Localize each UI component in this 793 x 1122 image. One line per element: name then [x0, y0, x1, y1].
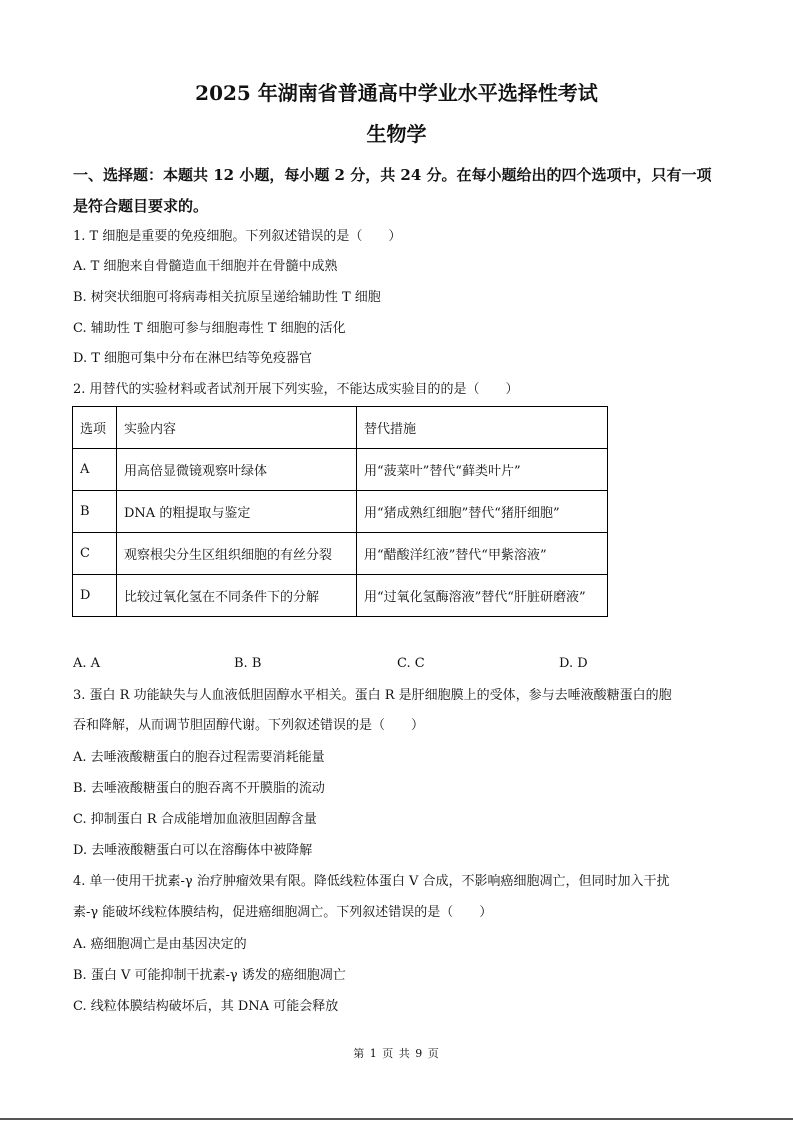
question-1-stem: 1. T 细胞是重要的免疫细胞。下列叙述错误的是（ ）	[73, 229, 402, 244]
question-3-option-d: D. 去唾液酸糖蛋白可以在溶酶体中被降解	[73, 843, 313, 858]
subject-title: 生物学	[366, 122, 427, 146]
question-1-option-a: A. T 细胞来自骨髓造血干细胞并在骨髓中成熟	[73, 259, 338, 274]
exam-title: 2025 年湖南省普通高中学业水平选择性考试	[195, 81, 598, 105]
question-3-stem-line-2: 吞和降解，从而调节胆固醇代谢。下列叙述错误的是（ ）	[73, 718, 425, 733]
question-4-option-c: C. 线粒体膜结构破坏后，其 DNA 可能会释放	[73, 999, 339, 1014]
question-4-stem-line-1: 4. 单一使用干扰素-γ 治疗肿瘤效果有限。降低线粒体蛋白 V 合成，不影响癌细胞凋亡，但同时加入干扰	[73, 874, 670, 889]
question-2-choice-d: D. D	[559, 656, 588, 671]
table-header-cell: 替代措施	[357, 407, 608, 449]
table-cell: 用“过氧化氢酶溶液”替代“肝脏研磨液”	[357, 575, 608, 617]
question-3-option-c: C. 抑制蛋白 R 合成能增加血液胆固醇含量	[73, 812, 317, 827]
table-cell: 观察根尖分生区组织细胞的有丝分裂	[117, 533, 357, 575]
table-cell: C	[73, 533, 117, 575]
question-3-stem-line-1: 3. 蛋白 R 功能缺失与人血液低胆固醇水平相关。蛋白 R 是肝细胞膜上的受体，参与去唾液酸糖蛋白的胞	[73, 688, 672, 703]
table-cell: 比较过氧化氢在不同条件下的分解	[117, 575, 357, 617]
question-4-option-a: A. 癌细胞凋亡是由基因决定的	[73, 937, 247, 952]
table-cell: B	[73, 491, 117, 533]
page-number: 第 1 页 共 9 页	[353, 1047, 440, 1060]
table-cell: 用“菠菜叶”替代“藓类叶片”	[357, 449, 608, 491]
question-1-option-d: D. T 细胞可集中分布在淋巴结等免疫器官	[73, 351, 313, 366]
table-cell: D	[73, 575, 117, 617]
question-3-option-a: A. 去唾液酸糖蛋白的胞吞过程需要消耗能量	[73, 750, 325, 765]
table-header-row	[73, 407, 608, 449]
section-heading: 一、选择题：本题共 12 小题，每小题 2 分，共 24 分。在每小题给出的四个选项中，只有一项是符合题目要求的。	[73, 166, 712, 215]
table-cell: 用“猪成熟红细胞”替代“猪肝细胞”	[357, 491, 608, 533]
page-bottom-divider	[0, 1118, 793, 1120]
table-row	[73, 449, 608, 491]
table-cell: DNA 的粗提取与鉴定	[117, 491, 357, 533]
question-4-stem-line-2: 素-γ 能破坏线粒体膜结构，促进癌细胞凋亡。下列叙述错误的是（ ）	[73, 905, 493, 920]
table-header-cell: 选项	[73, 407, 117, 449]
table-row	[73, 533, 608, 575]
question-2-choice-b: B. B	[234, 656, 262, 671]
table-header-cell: 实验内容	[117, 407, 357, 449]
question-1-option-c: C. 辅助性 T 细胞可参与细胞毒性 T 细胞的活化	[73, 321, 346, 336]
table-row	[73, 575, 608, 617]
question-4-option-b: B. 蛋白 V 可能抑制干扰素-γ 诱发的癌细胞凋亡	[73, 968, 346, 983]
table-cell: 用“醋酸洋红液”替代“甲紫溶液”	[357, 533, 608, 575]
question-2-choice-c: C. C	[397, 656, 425, 671]
table-cell: 用高倍显微镜观察叶绿体	[117, 449, 357, 491]
question-3-option-b: B. 去唾液酸糖蛋白的胞吞离不开膜脂的流动	[73, 781, 325, 796]
experiment-table	[72, 406, 608, 617]
table-row	[73, 491, 608, 533]
question-2-choice-a: A. A	[73, 656, 101, 671]
question-2-stem: 2. 用替代的实验材料或者试剂开展下列实验，不能达成实验目的的是（ ）	[73, 382, 519, 397]
question-1-option-b: B. 树突状细胞可将病毒相关抗原呈递给辅助性 T 细胞	[73, 290, 381, 305]
table-cell: A	[73, 449, 117, 491]
